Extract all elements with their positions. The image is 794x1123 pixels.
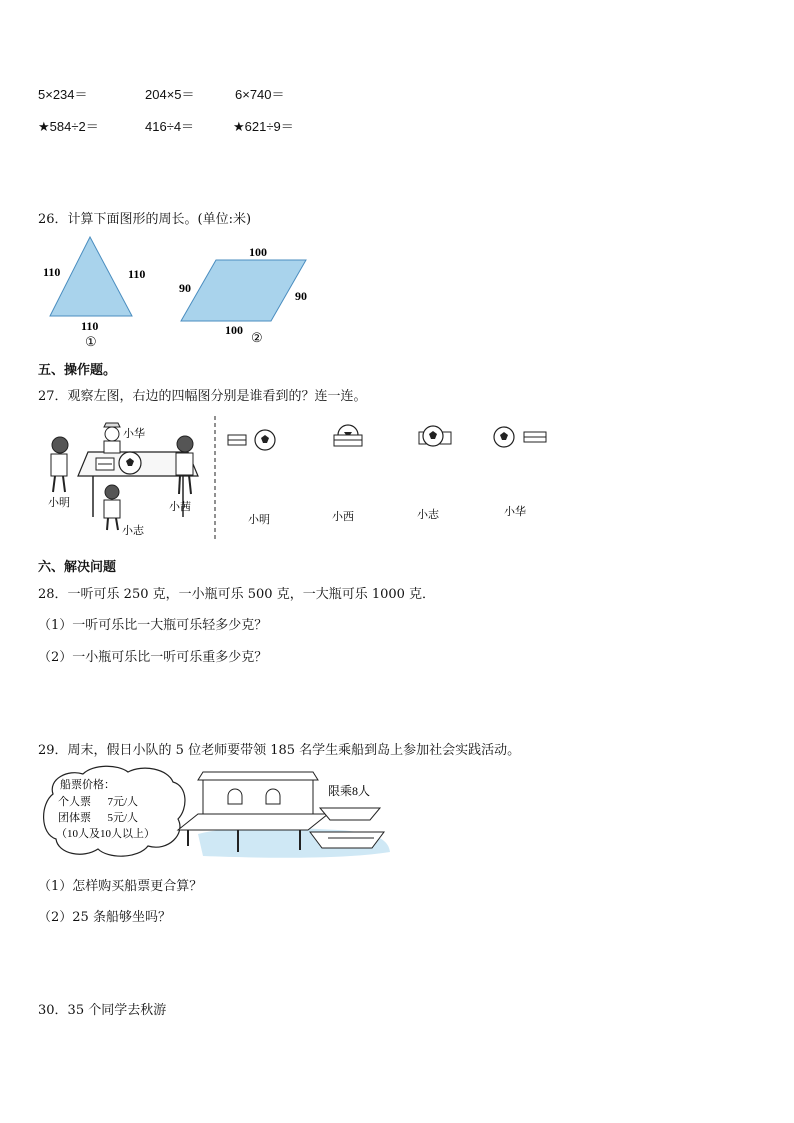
parallelogram-label: ② bbox=[251, 330, 263, 345]
section-6-heading: 六、解决问题 bbox=[38, 560, 117, 575]
parallelogram-right-side: 90 bbox=[295, 289, 307, 303]
q26-text: 26．计算下面图形的周长。(单位:米) bbox=[38, 212, 252, 227]
price-group: 团体票 5元/人 bbox=[58, 812, 139, 824]
person-xiaozhi: 小志 bbox=[122, 525, 144, 537]
triangle-bottom-side: 110 bbox=[81, 319, 99, 333]
calc-2-1: ★584÷2＝ bbox=[38, 119, 99, 134]
calc-1-2: 204×5＝ bbox=[145, 87, 195, 102]
person-xiaoqian: 小茜 bbox=[169, 501, 191, 513]
q28-text: 28．一听可乐 250 克，一小瓶可乐 500 克，一大瓶可乐 1000 克． bbox=[38, 587, 436, 602]
calc-1-3: 6×740＝ bbox=[235, 87, 285, 102]
q27-scene bbox=[38, 412, 558, 544]
answer-label-3: 小志 bbox=[417, 509, 439, 521]
parallelogram-shape bbox=[181, 260, 306, 321]
q28-sub2: （2）一小瓶可乐比一听可乐重多少克？ bbox=[38, 650, 268, 665]
parallelogram-bottom-side: 100 bbox=[225, 323, 243, 337]
q29-illustration bbox=[38, 764, 398, 864]
person-xiaoming: 小明 bbox=[48, 497, 70, 509]
triangle-shape bbox=[50, 237, 132, 316]
triangle-left-side: 110 bbox=[43, 265, 61, 279]
q29-sub1: （1）怎样购买船票更合算？ bbox=[38, 879, 203, 894]
triangle-right-side: 110 bbox=[128, 267, 146, 281]
parallelogram-left-side: 90 bbox=[179, 281, 191, 295]
answer-label-1: 小明 bbox=[248, 514, 270, 526]
calc-1-1: 5×234＝ bbox=[38, 87, 88, 102]
price-group-note: （10人及10人以上） bbox=[56, 828, 155, 840]
q29-text: 29．周末，假日小队的 5 位老师要带领 185 名学生乘船到岛上参加社会实践活动。 bbox=[38, 743, 521, 758]
person-xiaohua: 小华 bbox=[123, 428, 145, 440]
q27-text: 27．观察左图，右边的四幅图分别是谁看到的？连一连。 bbox=[38, 389, 367, 404]
calc-2-2: 416÷4＝ bbox=[145, 119, 195, 134]
answer-label-2: 小西 bbox=[332, 511, 354, 523]
triangle-label: ① bbox=[85, 334, 97, 349]
q30-text: 30．35 个同学去秋游 bbox=[38, 1003, 167, 1018]
boat-limit: 限乘8人 bbox=[328, 784, 371, 798]
q29-sub2: （2）25 条船够坐吗？ bbox=[38, 910, 171, 925]
parallelogram-top-side: 100 bbox=[249, 245, 267, 259]
q26-figures bbox=[38, 232, 328, 350]
price-individual: 个人票 7元/人 bbox=[58, 796, 139, 808]
answer-label-4: 小华 bbox=[504, 506, 526, 518]
section-5-heading: 五、操作题。 bbox=[38, 363, 117, 378]
q28-sub1: （1）一听可乐比一大瓶可乐轻多少克？ bbox=[38, 618, 268, 633]
price-title: 船票价格： bbox=[60, 779, 115, 791]
calc-2-3: ★621÷9＝ bbox=[233, 119, 294, 134]
